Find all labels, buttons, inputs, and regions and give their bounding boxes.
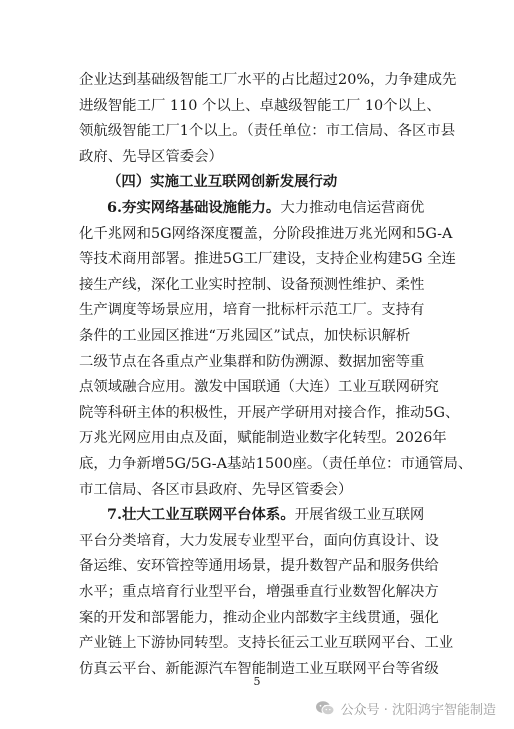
text-line (79, 633, 489, 653)
text-line (79, 403, 489, 423)
line-text: 政府、先导区管委会） (79, 148, 223, 165)
line-text: 大力推动电信运营商优 (280, 200, 425, 216)
text-line (79, 480, 489, 500)
line-text: 市工信局、各区市县政府、先导区管委会） (79, 481, 353, 498)
line-text: 产业链上下游协同转型。支持长征云工业互联网平台、工业 (79, 635, 454, 652)
line-text: 院等科研主体的积极性，开展产学研用对接合作，推动5G、 (79, 404, 460, 421)
line-text: 备运维、安环管控等通用场景，提升数智产品和服务供给 (79, 558, 439, 575)
text-line (79, 505, 489, 525)
line-text: 化千兆网和5G网络深度覆盖，分阶段推进万兆光网和5G-A (79, 225, 453, 242)
text-line (79, 249, 489, 269)
section-heading (79, 172, 489, 192)
line-text: 等技术商用部署。推进5G工厂建设，支持企业构建5G 全连 (79, 251, 456, 268)
text-line (79, 582, 489, 602)
text-line (79, 377, 489, 397)
text-line (79, 96, 489, 116)
line-text: 开展省级工业互联网 (294, 507, 425, 524)
page-number: 5 (253, 675, 261, 688)
line-text: 水平；重点培育行业型平台，增强垂直行业数智化解决方 (79, 584, 439, 600)
text-line (79, 428, 489, 448)
text-line (79, 147, 489, 167)
line-text: 生产调度等场景应用，培育一批标杆示范工厂。支持有 (79, 302, 425, 319)
line-text: 条件的工业园区推进“万兆园区”试点，加快标识解析 (79, 328, 411, 344)
line-text: 二级节点在各重点产业集群和防伪溯源、数据加密等重 (79, 353, 425, 370)
wechat-icon (315, 700, 335, 716)
text-line (79, 224, 489, 244)
text-line (79, 556, 489, 576)
text-line (79, 198, 489, 218)
text-line (79, 300, 489, 320)
watermark-text: 公众号 · 沈阳鸿宇智能制造 (340, 702, 496, 718)
item-title: 7.壮大工业互联网平台体系。 (107, 506, 295, 524)
line-text: 接生产线，深化工业实时控制、设备预测性维护、柔性 (79, 276, 425, 293)
line-text: 案的开发和部署能力，推动企业内部数字主线贯通，强化 (79, 609, 439, 626)
text-line (79, 608, 489, 628)
text-line (79, 326, 489, 346)
text-line (79, 454, 489, 474)
line-text: 仿真云平台、新能源汽车智能制造工业互联网平台等省级 (79, 660, 439, 677)
line-text: 进级智能工厂 110 个以上、卓越级智能工厂 10个以上、 (79, 97, 441, 114)
text-line (79, 121, 489, 141)
watermark (315, 697, 496, 719)
line-text: 领航级智能工厂1个以上。（责任单位：市工信局、各区市县 (79, 123, 456, 140)
text-line (79, 70, 489, 90)
line-text: 企业达到基础级智能工厂水平的占比超过20%，力争建成先 (79, 72, 457, 88)
item-title: 6.夯实网络基础设施能力。 (107, 199, 281, 216)
line-text: 点领域融合应用。激发中国联通（大连）工业互联网研究 (79, 379, 439, 396)
text-line (79, 531, 489, 551)
text-line (79, 275, 489, 295)
line-text: （四）实施工业互联网创新发展行动 (107, 173, 338, 191)
text-line (79, 352, 489, 372)
line-text: 平台分类培育，大力发展专业型平台，面向仿真设计、设 (79, 532, 439, 549)
line-text: 底，力争新增5G/5G-A基站1500座。（责任单位：市通管局、 (79, 456, 473, 472)
line-text: 万兆光网应用由点及面，赋能制造业数字化转型。2026年 (79, 430, 447, 447)
